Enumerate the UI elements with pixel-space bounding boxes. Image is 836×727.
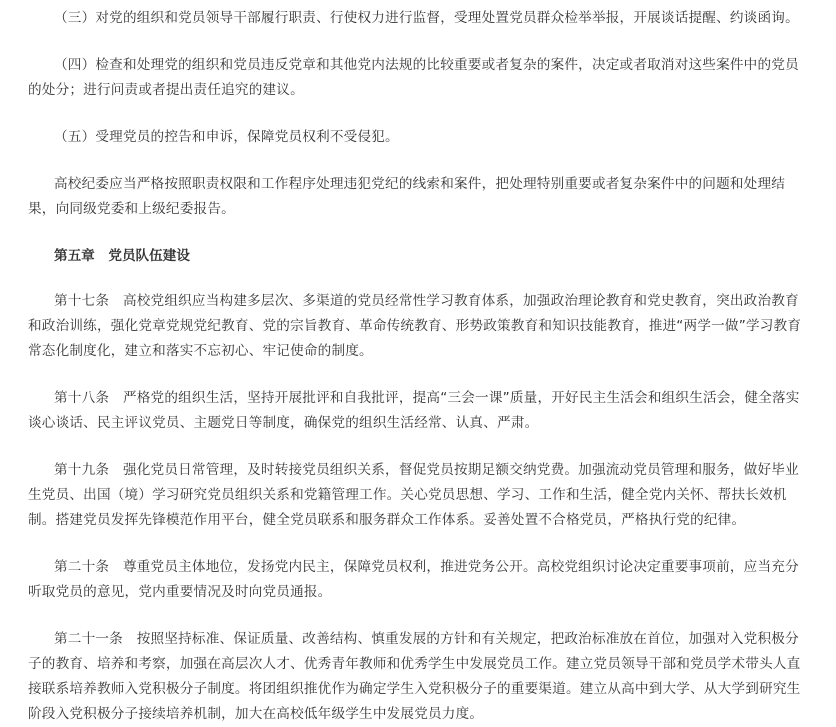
line: 和政治训练，强化党章党规党纪教育、党的宗旨教育、革命传统教育、形势政策教育和知识技能教育，推进“两学一做”学习教育 (28, 318, 802, 334)
line: 制。搭建党员发挥先锋模范作用平台，健全党员联系和服务群众工作体系。妥善处置不合格党员，严格执行党的纪律。 (28, 512, 746, 528)
line: 第二十一条 按照坚持标准、保证质量、改善结构、慎重发展的方针和有关规定，把政治标准放在首位，加强对入党积极分 (54, 631, 799, 647)
paragraph-case-handling (28, 53, 816, 103)
article-20 (28, 555, 816, 605)
line: 的处分；进行问责或者提出责任追究的建议。 (28, 82, 304, 98)
line: 第十八条 严格党的组织生活，坚持开展批评和自我批评，提高“三会一课”质量，开好民主生活会和组织生活会，健全落实 (54, 390, 800, 406)
article-21 (28, 627, 816, 727)
paragraph-supervision (28, 6, 816, 31)
line: 第十九条 强化党员日常管理，及时转接党员组织关系，督促党员按期足额交纳党费。加强流动党员管理和服务，做好毕业 (54, 462, 799, 478)
line: 第十七条 高校党组织应当构建多层次、多渠道的党员经常性学习教育体系，加强政治理论教育和党史教育，突出政治教育 (54, 293, 799, 309)
line: 谈心谈话、民主评议党员、主题党日等制度，确保党的组织生活经常、认真、严肃。 (28, 415, 539, 431)
line: 子的教育、培养和考察，加强在高层次人才、优秀青年教师和优秀学生中发展党员工作。建立党员领导干部和党员学术带头人直 (28, 656, 801, 672)
line: 第二十条 尊重党员主体地位，发扬党内民主，保障党员权利，推进党务公开。高校党组织讨论决定重要事项前，应当充分 (54, 559, 799, 575)
chapter-title: 第五章 党员队伍建设 (54, 248, 190, 264)
line: 阶段入党积极分子接续培养机制，加大在高校低年级学生中发展党员力度。 (28, 706, 484, 722)
line: （四）检查和处理党的组织和党员违反党章和其他党内法规的比较重要或者复杂的案件，决定或者取消对这些案件中的党员 (54, 57, 799, 73)
line: 接联系培养教师入党积极分子制度。将团组织推优作为确定学生入党积极分子的重要渠道。建立从高中到大学、从大学到研究生 (28, 681, 801, 697)
paragraph-complaints (28, 125, 816, 150)
paragraph-reporting (28, 172, 816, 222)
line: （五）受理党员的控告和申诉，保障党员权利不受侵犯。 (54, 129, 399, 145)
line: （三）对党的组织和党员领导干部履行职责、行使权力进行监督，受理处置党员群众检举举报，开展谈话提醒、约谈函询。 (54, 10, 799, 26)
line: 高校纪委应当严格按照职责权限和工作程序处理违犯党纪的线索和案件，把处理特别重要或者复杂案件中的问题和处理结 (54, 176, 786, 192)
line: 听取党员的意见，党内重要情况及时向党员通报。 (28, 584, 332, 600)
article-17 (28, 289, 816, 364)
line: 果，向同级党委和上级纪委报告。 (28, 201, 235, 217)
line: 生党员、出国（境）学习研究党员组织关系和党籍管理工作。关心党员思想、学习、工作和生活，健全党内关怀、帮扶长效机 (28, 487, 787, 503)
article-19 (28, 458, 816, 533)
line: 常态化制度化，建立和落实不忘初心、牢记使命的制度。 (28, 343, 373, 359)
article-18 (28, 386, 816, 436)
